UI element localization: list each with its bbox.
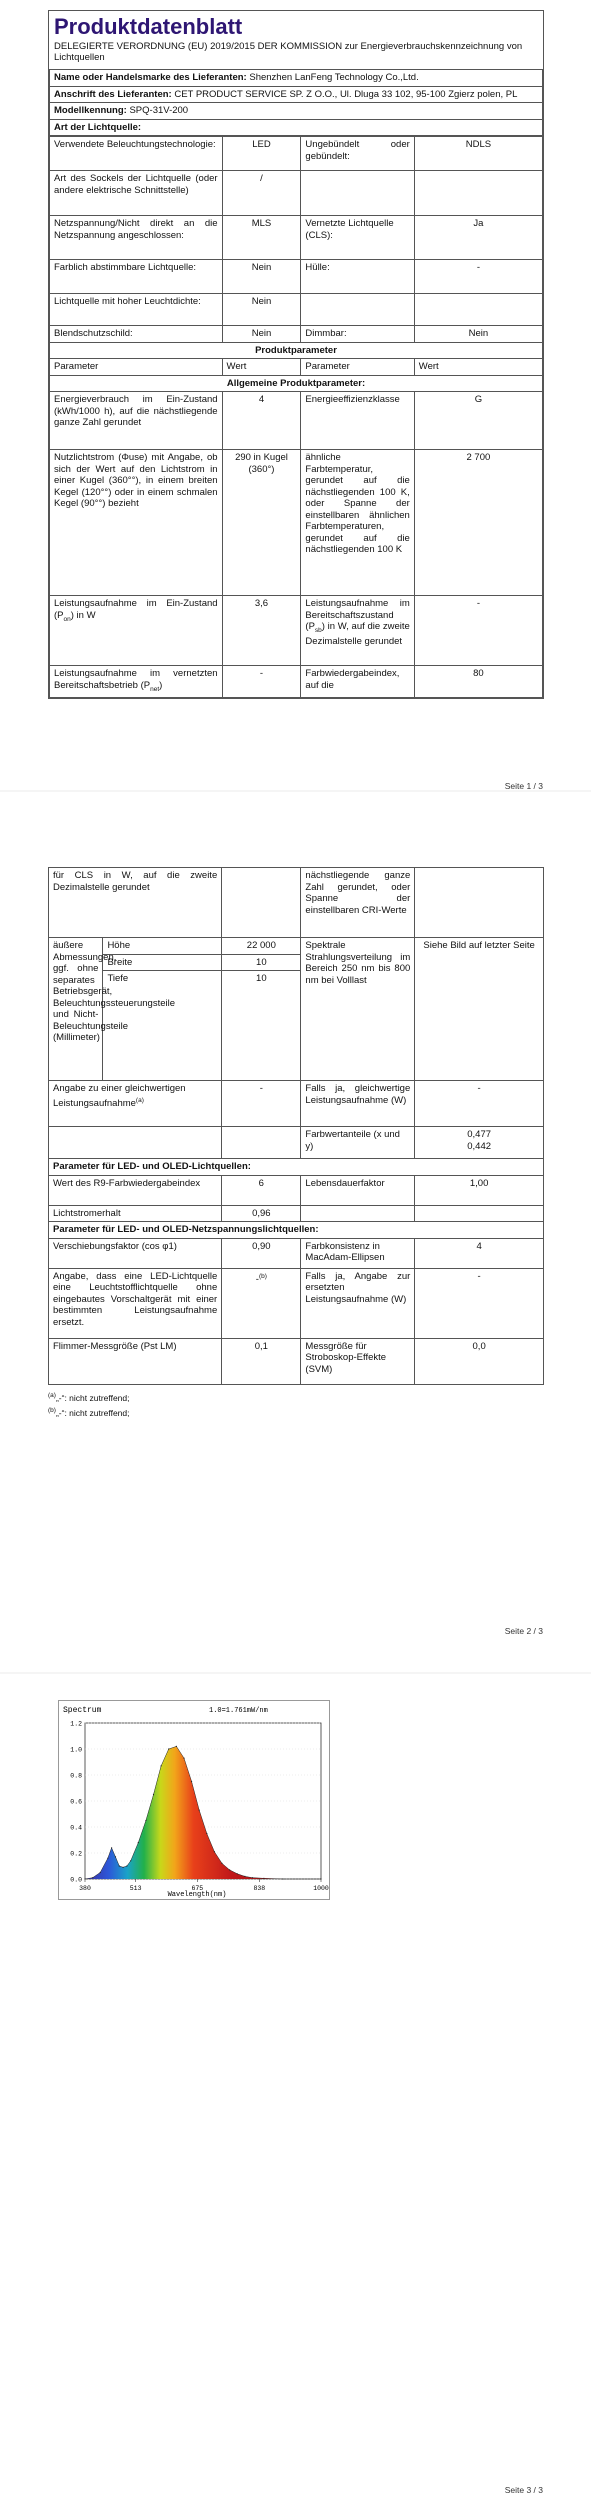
connected-label: Vernetzte Lichtquelle (CLS): [301,216,414,260]
equivalent-power-value: - [222,1081,301,1127]
anti-glare-value: Nein [222,326,301,343]
empty-cell [49,1127,222,1159]
displacement-factor-label: Verschiebungsfaktor (cos φ1) [49,1238,222,1268]
energy-class-value: G [414,392,542,450]
empty-cell [301,171,414,216]
spectrum-point [126,1865,127,1866]
directional-value: NDLS [414,137,542,171]
empty-cell [222,868,301,938]
empty-cell [414,294,542,326]
x-tick-label: 513 [129,1885,142,1892]
model-row [50,103,543,120]
energy-consumption-value: 4 [222,392,301,450]
stroboscopic-metric-label: Messgröße für Stroboskop-Effekte (SVM) [301,1338,415,1384]
cri-value: 80 [414,666,542,698]
networked-standby-value: - [222,666,301,698]
cri-label: Farbwiedergabeindex, auf die [301,666,414,698]
chromaticity-value: 0,477 0,442 [415,1127,544,1159]
page-number: Seite 1 / 3 [504,781,543,791]
spectrum-point [168,1748,169,1749]
flicker-metric-value: 0,1 [222,1338,301,1384]
footnotes [48,1385,544,1421]
replacement-claim-value: -$^{(b)}$ [222,1268,301,1338]
supplier-name: Shenzhen LanFeng Technology Co.,Ltd. [249,72,419,83]
standby-power-label: Leistungsaufnahme im Bereitschaftszustand $(P_{sb})$ in W, auf die zweite Dezimalstelle gerundet [301,596,414,666]
envelope-label: Hülle: [301,260,414,294]
color-consistency-value: 4 [415,1238,544,1268]
energy-consumption-label: Energieverbrauch im Ein-Zustand (kWh/1000 h), auf die nächstliegende ganze Zahl gerundet [50,392,223,450]
page-2 [0,792,591,1672]
anti-glare-label: Blendschutzschild: [50,326,223,343]
networked-standby-label: Leistungsaufnahme im vernetzten Bereitschaftsbetrieb $(P_{net})$ [50,666,223,698]
spectrum-point [130,1860,131,1861]
light-source-type-table [49,136,543,698]
equivalent-power-if-yes-label: Falls ja, gleichwertige Leistungsaufnahme (W) [301,1081,415,1127]
footnote-a: $^{(a)}$„-“: nicht zutreffend; [48,1391,130,1403]
x-tick-label: 1000 [313,1885,329,1892]
replaced-power-label: Falls ja, Angabe zur ersetzten Leistungsaufnahme (W) [301,1268,415,1338]
useful-flux-label: Nutzlichtstrom (Φuse) mit Angabe, ob sich der Wert auf den Lichtstrom in einer Kugel (360°°), in einem breiten Kegel (120°°) oder in einem schmalen Kegel (90°°) bezieht [50,450,223,596]
width-label: Breite [103,954,222,971]
height-label: Höhe [103,938,222,955]
spectrum-point [221,1863,222,1864]
y-tick-label: 1.0 [70,1746,82,1754]
high-luminance-label: Lichtquelle mit hoher Leuchtdichte: [50,294,223,326]
spectrum-area [85,1746,321,1879]
spectrum-point [119,1865,120,1866]
spectrum-point [115,1856,116,1857]
survival-factor-label: Lebensdauerfaktor [301,1175,415,1205]
spectrum-point [138,1842,139,1843]
model-label: Modellkennung: [54,105,127,116]
page-1 [0,0,591,790]
color-consistency-label: Farbkonsistenz in MacAdam-Ellipsen [301,1238,415,1268]
column-header-value: Wert [222,359,301,376]
document-title: Produktdatenblatt [54,14,243,39]
product-parameters-heading: Produktparameter [50,342,543,359]
footnote-b: $^{(b)}$„-“: nicht zutreffend; [48,1407,130,1419]
spectrum-point [161,1765,162,1766]
spectrum-point [237,1873,238,1874]
spectrum-chart [58,1700,330,1900]
x-tick-label: 675 [191,1885,204,1892]
tunable-value: Nein [222,260,301,294]
displacement-factor-value: 0,90 [222,1238,301,1268]
spectral-distribution-label: Spektrale Strahlungsverteilung im Bereich 250 nm bis 800 nm bei Volllast [301,938,415,1081]
empty-cell [415,1205,544,1222]
stroboscopic-metric-value: 0,0 [415,1338,544,1384]
spectrum-point [320,1878,321,1879]
depth-value: 10 [222,971,301,1081]
empty-cell [301,1205,415,1222]
dimensions-label: äußere Abmessungen, ggf. ohne separates Betriebsgerät, Beleuchtungssteuerungsteile und Nicht-Beleuchtungsteile (Millimeter) [49,938,103,1081]
depth-label: Tiefe [103,971,222,1081]
height-value: 22 000 [222,938,301,955]
equivalent-power-label: Angabe zu einer gleichwertigen Leistungsaufnahme$^{(a)}$ [49,1081,222,1127]
spectrum-point [84,1878,85,1879]
survival-factor-value: 1,00 [415,1175,544,1205]
page-number: Seite 3 / 3 [504,2485,543,2495]
page-number: Seite 2 / 3 [504,1626,543,1636]
x-tick-label: 380 [79,1885,91,1892]
spectrum-point [263,1878,264,1879]
model-id: SPQ-31V-200 [129,105,189,116]
supplier-name-label: Name oder Handelsmarke des Lieferanten: [54,72,247,83]
spectrum-svg [59,1701,331,1901]
spectrum-point [252,1877,253,1878]
datasheet-page-2 [48,867,544,1420]
column-header-parameter: Parameter [50,359,223,376]
supplier-table [49,69,543,136]
y-tick-label: 0.2 [70,1850,82,1858]
spectrum-point [176,1746,177,1747]
cap-value: / [222,171,301,216]
dimmable-value: Nein [414,326,542,343]
supplier-address-row [50,86,543,103]
useful-flux-value: 290 in Kugel (360°) [222,450,301,596]
r9-label: Wert des R9-Farbwiedergabeindex [49,1175,222,1205]
empty-cell [414,171,542,216]
spectrum-point [199,1810,200,1811]
tech-label: Verwendete Beleuchtungstechnologie: [50,137,223,171]
spectrum-point [206,1833,207,1834]
y-tick-label: 0.6 [70,1798,82,1806]
spectrum-point [282,1878,283,1879]
energy-class-label: Energieeffizienzklasse [301,392,414,450]
x-axis-label: Wavelength(nm) [167,1891,227,1899]
lumen-maintenance-label: Lichtstromerhalt [49,1205,222,1222]
chart-annotation: 1.0=1.761mW/nm [209,1707,268,1715]
y-tick-label: 1.2 [70,1720,82,1728]
supplier-name-row [50,70,543,87]
cct-value: 2 700 [414,450,542,596]
dimmable-label: Dimmbar: [301,326,414,343]
directional-label: Ungebündelt oder gebündelt: [301,137,414,171]
y-tick-label: 0.8 [70,1772,82,1780]
mains-label: Netzspannung/Nicht direkt an die Netzspannung angeschlossen: [50,216,223,260]
equivalent-power-if-yes-value: - [415,1081,544,1127]
x-tick-label: 838 [253,1885,266,1892]
flicker-metric-label: Flimmer-Messgröße (Pst LM) [49,1338,222,1384]
y-tick-label: 0.4 [70,1824,82,1832]
supplier-address: CET PRODUCT SERVICE SP. Z O.O., Ul. Dluga 33 102, 95-100 Zgierz polen, PL [174,88,518,100]
cap-label: Art des Sockels der Lichtquelle (oder andere elektrische Schnittstelle) [50,171,223,216]
mains-value: MLS [222,216,301,260]
chromaticity-label: Farbwertanteile (x und y) [301,1127,415,1159]
datasheet-page-1 [48,10,544,699]
replacement-claim-label: Angabe, dass eine LED-Lichtquelle eine Leuchtstofflichtquelle ohne eingebautes Vorschaltgerät mit einer bestimmten Leistungsaufnahme ersetzt. [49,1268,222,1338]
parameters-table-continued [48,867,544,1385]
standby-power-value: - [414,596,542,666]
networked-standby-label-cont: für CLS in W, auf die zweite Dezimalstelle gerundet [49,868,222,938]
general-parameters-heading: Allgemeine Produktparameter: [50,375,543,392]
envelope-value: - [414,260,542,294]
tech-value: LED [222,137,301,171]
cri-label-cont: nächstliegende ganze Zahl gerundet, oder Spanne der einstellbaren CRI-Werte [301,868,415,938]
spectrum-point [153,1794,154,1795]
on-mode-power-label: Leistungsaufnahme im Ein-Zustand $(P_{on})$ in W [50,596,223,666]
spectrum-point [183,1758,184,1759]
spectrum-point [191,1781,192,1782]
spectrum-point [214,1851,215,1852]
width-value: 10 [222,954,301,971]
spectral-distribution-value: Siehe Bild auf letzter Seite [415,938,544,1081]
on-mode-power-value: 3,6 [222,596,301,666]
spectrum-point [229,1869,230,1870]
connected-value: Ja [414,216,542,260]
spectrum-point [145,1820,146,1821]
column-header-value: Wert [414,359,542,376]
spectrum-point [111,1847,112,1848]
led-parameters-heading: Parameter für LED- und OLED-Lichtquellen: [49,1159,544,1176]
empty-cell [301,294,414,326]
spectrum-point [92,1877,93,1878]
supplier-address-label: Anschrift des Lieferanten: [54,88,172,100]
chart-title: Spectrum [63,1706,102,1715]
mains-led-parameters-heading: Parameter für LED- und OLED-Netzspannungslichtquellen: [49,1222,544,1239]
r9-value: 6 [222,1175,301,1205]
lumen-maintenance-value: 0,96 [222,1205,301,1222]
spectrum-point [123,1867,124,1868]
y-tick-label: 0.0 [70,1876,82,1884]
light-source-type-heading: Art der Lichtquelle: [50,119,543,136]
chart-plot [84,1746,321,1880]
cct-label: ähnliche Farbtemperatur, gerundet auf die nächstliegenden 100 K, oder Spanne der einstellbaren ähnlichen Farbtemperaturen, gerundet auf die nächstliegenden 100 K [301,450,414,596]
column-header-parameter: Parameter [301,359,414,376]
empty-cell [222,1127,301,1159]
spectrum-point [107,1858,108,1859]
spectrum-point [244,1876,245,1877]
empty-cell [415,868,544,938]
replaced-power-value: - [415,1268,544,1338]
high-luminance-value: Nein [222,294,301,326]
regulation-intro: DELEGIERTE VERORDNUNG (EU) 2019/2015 DER KOMMISSION zur Energieverbrauchskennzeichnung von Lichtquellen [54,41,523,63]
spectrum-point [100,1872,101,1873]
tunable-label: Farblich abstimmbare Lichtquelle: [50,260,223,294]
